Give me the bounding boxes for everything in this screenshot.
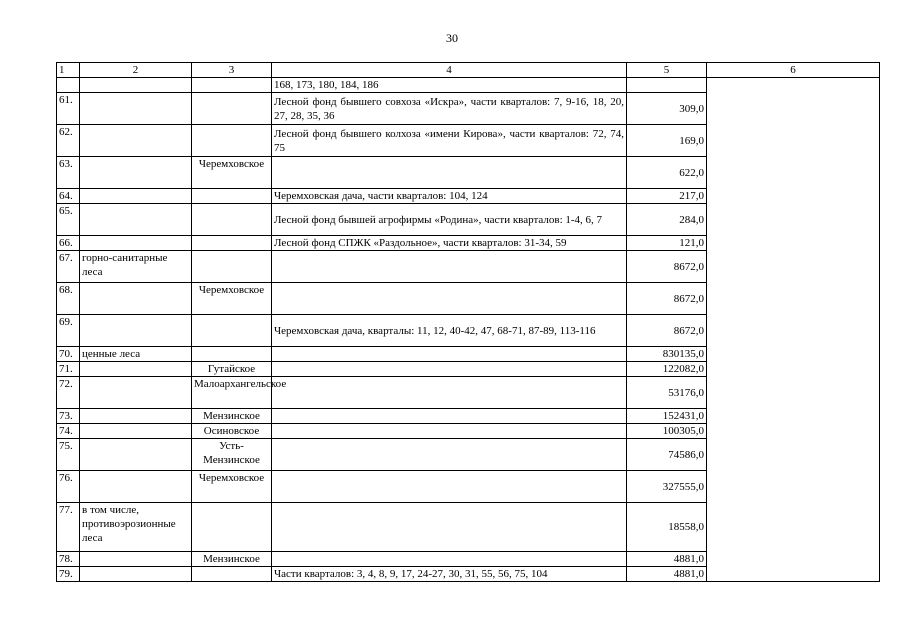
row-number: 69. bbox=[57, 315, 80, 347]
row-number: 63. bbox=[57, 157, 80, 189]
column-header: 1 bbox=[57, 63, 80, 78]
location-description: Части кварталов: 3, 4, 8, 9, 17, 24-27, 30, 31, 55, 56, 75, 104 bbox=[272, 567, 627, 582]
location-description bbox=[272, 157, 627, 189]
forest-category bbox=[80, 157, 192, 189]
row-number: 74. bbox=[57, 424, 80, 439]
forest-table bbox=[56, 62, 880, 582]
forest-category bbox=[80, 439, 192, 471]
forest-category bbox=[80, 471, 192, 503]
location-description bbox=[272, 362, 627, 377]
district-name: Черемховское bbox=[192, 283, 272, 315]
area-value: 8672,0 bbox=[627, 251, 707, 283]
column-header: 5 bbox=[627, 63, 707, 78]
location-description bbox=[272, 503, 627, 552]
district-name: Мензинское bbox=[192, 552, 272, 567]
district-name: Мензинское bbox=[192, 409, 272, 424]
forest-category bbox=[80, 567, 192, 582]
location-description bbox=[272, 439, 627, 471]
row-number: 75. bbox=[57, 439, 80, 471]
row-number: 70. bbox=[57, 347, 80, 362]
district-name: Усть-Мензинское bbox=[192, 439, 272, 471]
forest-category bbox=[80, 204, 192, 236]
forest-category: горно-санитарные леса bbox=[80, 251, 192, 283]
district-name bbox=[192, 125, 272, 157]
table-body bbox=[57, 78, 880, 582]
row-number: 66. bbox=[57, 236, 80, 251]
column-number-row bbox=[57, 63, 880, 78]
forest-category bbox=[80, 409, 192, 424]
row-number: 62. bbox=[57, 125, 80, 157]
column-header: 4 bbox=[272, 63, 627, 78]
location-description bbox=[272, 409, 627, 424]
area-value: 18558,0 bbox=[627, 503, 707, 552]
location-description bbox=[272, 377, 627, 409]
area-value: 152431,0 bbox=[627, 409, 707, 424]
row-number: 71. bbox=[57, 362, 80, 377]
column-header: 6 bbox=[707, 63, 880, 78]
area-value: 100305,0 bbox=[627, 424, 707, 439]
area-value: 284,0 bbox=[627, 204, 707, 236]
district-name: Малоархангельское bbox=[192, 377, 272, 409]
table-row bbox=[57, 78, 880, 93]
district-name bbox=[192, 567, 272, 582]
area-value: 74586,0 bbox=[627, 439, 707, 471]
location-description: Лесной фонд бывшей агрофирмы «Родина», части кварталов: 1-4, 6, 7 bbox=[272, 204, 627, 236]
forest-category: в том числе, противоэрозионные леса bbox=[80, 503, 192, 552]
area-value: 121,0 bbox=[627, 236, 707, 251]
area-value: 622,0 bbox=[627, 157, 707, 189]
location-description: Лесной фонд бывшего совхоза «Искра», части кварталов: 7, 9-16, 18, 20, 27, 28, 35, 36 bbox=[272, 93, 627, 125]
row-number: 77. bbox=[57, 503, 80, 552]
row-number: 76. bbox=[57, 471, 80, 503]
district-name bbox=[192, 315, 272, 347]
district-name bbox=[192, 236, 272, 251]
district-name: Гутайское bbox=[192, 362, 272, 377]
district-name bbox=[192, 503, 272, 552]
forest-category bbox=[80, 283, 192, 315]
area-value: 8672,0 bbox=[627, 283, 707, 315]
forest-category bbox=[80, 93, 192, 125]
area-value: 169,0 bbox=[627, 125, 707, 157]
row-number: 72. bbox=[57, 377, 80, 409]
area-value: 53176,0 bbox=[627, 377, 707, 409]
column-header: 2 bbox=[80, 63, 192, 78]
area-value: 309,0 bbox=[627, 93, 707, 125]
row-number: 65. bbox=[57, 204, 80, 236]
area-value: 122082,0 bbox=[627, 362, 707, 377]
forest-category bbox=[80, 377, 192, 409]
row-number: 67. bbox=[57, 251, 80, 283]
forest-category bbox=[80, 362, 192, 377]
location-description: Лесной фонд бывшего колхоза «имени Кирова», части кварталов: 72, 74, 75 bbox=[272, 125, 627, 157]
district-name bbox=[192, 251, 272, 283]
location-description: Черемховская дача, кварталы: 11, 12, 40-42, 47, 68-71, 87-89, 113-116 bbox=[272, 315, 627, 347]
district-name bbox=[192, 78, 272, 93]
notes-column bbox=[707, 78, 880, 582]
area-value: 4881,0 bbox=[627, 567, 707, 582]
location-description bbox=[272, 552, 627, 567]
forest-category: ценные леса bbox=[80, 347, 192, 362]
location-description bbox=[272, 347, 627, 362]
row-number: 68. bbox=[57, 283, 80, 315]
forest-category bbox=[80, 424, 192, 439]
district-name bbox=[192, 189, 272, 204]
row-number: 79. bbox=[57, 567, 80, 582]
location-description bbox=[272, 471, 627, 503]
forest-category bbox=[80, 236, 192, 251]
location-description bbox=[272, 283, 627, 315]
forest-category bbox=[80, 125, 192, 157]
area-value: 8672,0 bbox=[627, 315, 707, 347]
district-name bbox=[192, 204, 272, 236]
forest-category bbox=[80, 552, 192, 567]
district-name: Черемховское bbox=[192, 471, 272, 503]
district-name bbox=[192, 93, 272, 125]
forest-category bbox=[80, 78, 192, 93]
column-header: 3 bbox=[192, 63, 272, 78]
row-number: 78. bbox=[57, 552, 80, 567]
district-name bbox=[192, 347, 272, 362]
location-description bbox=[272, 251, 627, 283]
district-name: Черемховское bbox=[192, 157, 272, 189]
location-description: 168, 173, 180, 184, 186 bbox=[272, 78, 627, 93]
row-number: 73. bbox=[57, 409, 80, 424]
forest-category bbox=[80, 189, 192, 204]
location-description: Лесной фонд СПЖК «Раздольное», части кварталов: 31-34, 59 bbox=[272, 236, 627, 251]
page-number: 30 bbox=[446, 31, 458, 45]
area-value: 327555,0 bbox=[627, 471, 707, 503]
row-number: 61. bbox=[57, 93, 80, 125]
area-value: 830135,0 bbox=[627, 347, 707, 362]
row-number: 64. bbox=[57, 189, 80, 204]
district-name: Осиновское bbox=[192, 424, 272, 439]
area-value: 217,0 bbox=[627, 189, 707, 204]
location-description: Черемховская дача, части кварталов: 104, 124 bbox=[272, 189, 627, 204]
area-value bbox=[627, 78, 707, 93]
area-value: 4881,0 bbox=[627, 552, 707, 567]
row-number bbox=[57, 78, 80, 93]
forest-category bbox=[80, 315, 192, 347]
location-description bbox=[272, 424, 627, 439]
